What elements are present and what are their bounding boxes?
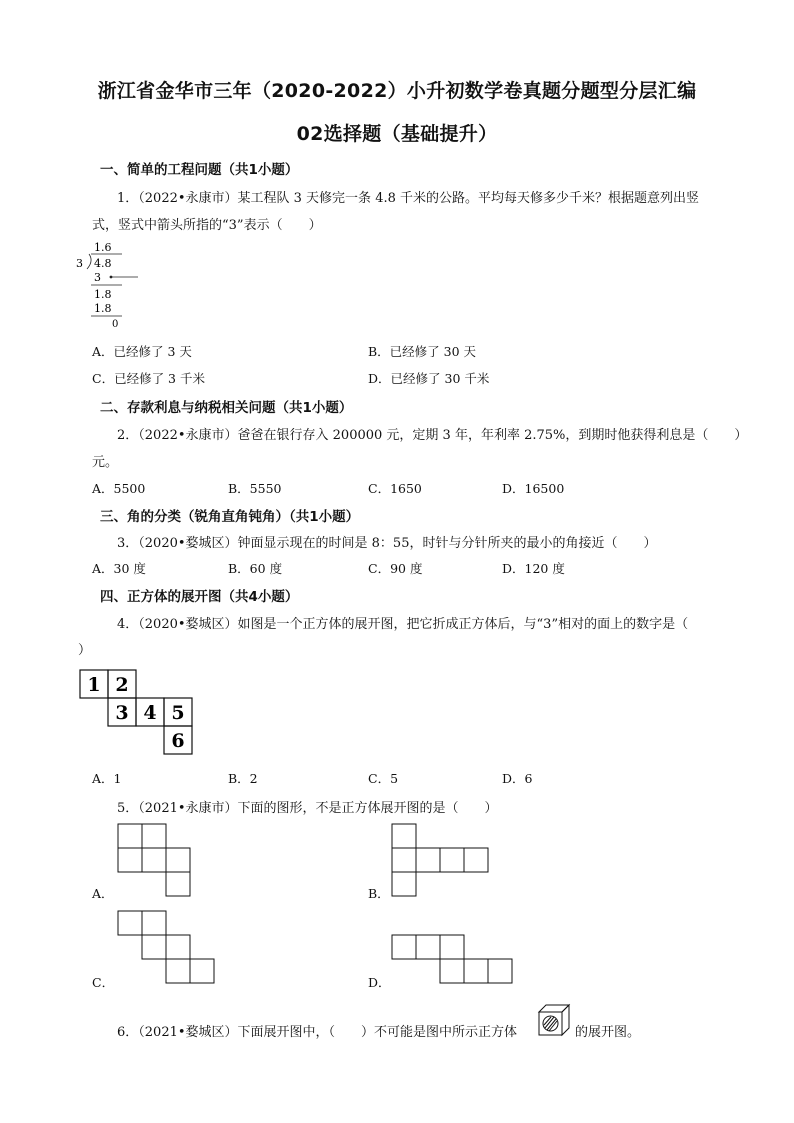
net-option-c	[117, 910, 217, 984]
question-2-line-2: 元。	[92, 455, 119, 470]
net-option-d	[391, 934, 515, 986]
division-final: 0	[112, 319, 119, 330]
section-heading-4: 四、正方体的展开图（共4小题）	[100, 589, 299, 605]
q5-label-a: A．	[92, 886, 114, 901]
q1-option-d: D．已经修了 30 千米	[368, 371, 490, 386]
division-dividend: 4.8	[94, 257, 112, 270]
net-option-b	[391, 823, 491, 897]
question-3-line-1: 3．（2020•婺城区）钟面显示现在的时间是 8：55，时针与分针所夹的最小的角接近（ ）	[117, 536, 657, 551]
q5-label-d: D．	[368, 975, 391, 990]
q4-option-b: B．2	[228, 771, 258, 786]
section-heading-3: 三、角的分类（锐角直角钝角）（共1小题）	[100, 509, 360, 525]
question-6-text-part-1: 6．（2021•婺城区）下面展开图中，（ ）不可能是图中所示正方体	[117, 1025, 518, 1040]
q1-option-c: C．已经修了 3 千米	[92, 371, 205, 386]
q3-option-d: D．120 度	[502, 561, 565, 576]
question-6-text-part-2: 的展开图。	[575, 1025, 641, 1040]
q3-option-b: B．60 度	[228, 561, 283, 576]
q3-option-a: A．30 度	[92, 561, 146, 576]
net-face-1: 1	[87, 674, 101, 696]
question-4-line-2: ）	[78, 643, 92, 658]
numbered-cube-net	[78, 668, 194, 756]
long-division-figure	[74, 238, 154, 332]
question-5-line-1: 5．（2021•永康市）下面的图形，不是正方体展开图的是（ ）	[117, 801, 498, 816]
question-1-line-1: 1．（2022•永康市）某工程队 3 天修完一条 4.8 千米的公路。平均每天修多少千米？根据题意列出竖	[117, 191, 699, 206]
q5-label-b: B．	[368, 886, 390, 901]
q2-option-d: D．16500	[502, 481, 565, 496]
cube-icon	[537, 1003, 571, 1037]
net-face-2: 2	[115, 674, 129, 696]
net-face-6: 6	[171, 730, 185, 752]
net-face-4: 4	[143, 702, 157, 724]
division-divisor: 3	[76, 257, 83, 270]
net-face-5: 5	[171, 702, 185, 724]
q4-option-d: D．6	[502, 771, 533, 786]
q4-option-a: A．1	[92, 771, 122, 786]
q4-option-c: C．5	[368, 771, 399, 786]
q1-option-b: B．已经修了 30 天	[368, 344, 477, 359]
division-remainder: 1.8	[94, 288, 112, 301]
question-4-line-1: 4．（2020•婺城区）如图是一个正方体的展开图，把它折成正方体后，与“3”相对的面上的数字是（	[117, 617, 689, 632]
question-1-line-2: 式，竖式中箭头所指的“3”表示（ ）	[92, 218, 322, 233]
division-step-2: 1.8	[94, 302, 112, 315]
question-2-line-1: 2．（2022•永康市）爸爸在银行存入 200000 元，定期 3 年，年利率 2.75%，到期时他获得利息是（ ）	[117, 428, 748, 443]
q3-option-c: C．90 度	[368, 561, 423, 576]
net-face-3: 3	[115, 702, 129, 724]
q2-option-b: B．5550	[228, 481, 282, 496]
section-heading-2: 二、存款利息与纳税相关问题（共1小题）	[100, 400, 353, 416]
net-option-a	[117, 823, 193, 897]
q2-option-c: C．1650	[368, 481, 422, 496]
q2-option-a: A．5500	[92, 481, 146, 496]
section-heading-1: 一、简单的工程问题（共1小题）	[100, 162, 299, 178]
division-quotient: 1.6	[94, 241, 112, 254]
document-subtitle: 02选择题（基础提升）	[296, 123, 498, 145]
q1-option-a: A．已经修了 3 天	[92, 344, 192, 359]
division-step-1: 3	[94, 271, 101, 284]
q5-label-c: C．	[92, 975, 115, 990]
document-title: 浙江省金华市三年（2020-2022）小升初数学卷真题分题型分层汇编	[97, 80, 697, 102]
